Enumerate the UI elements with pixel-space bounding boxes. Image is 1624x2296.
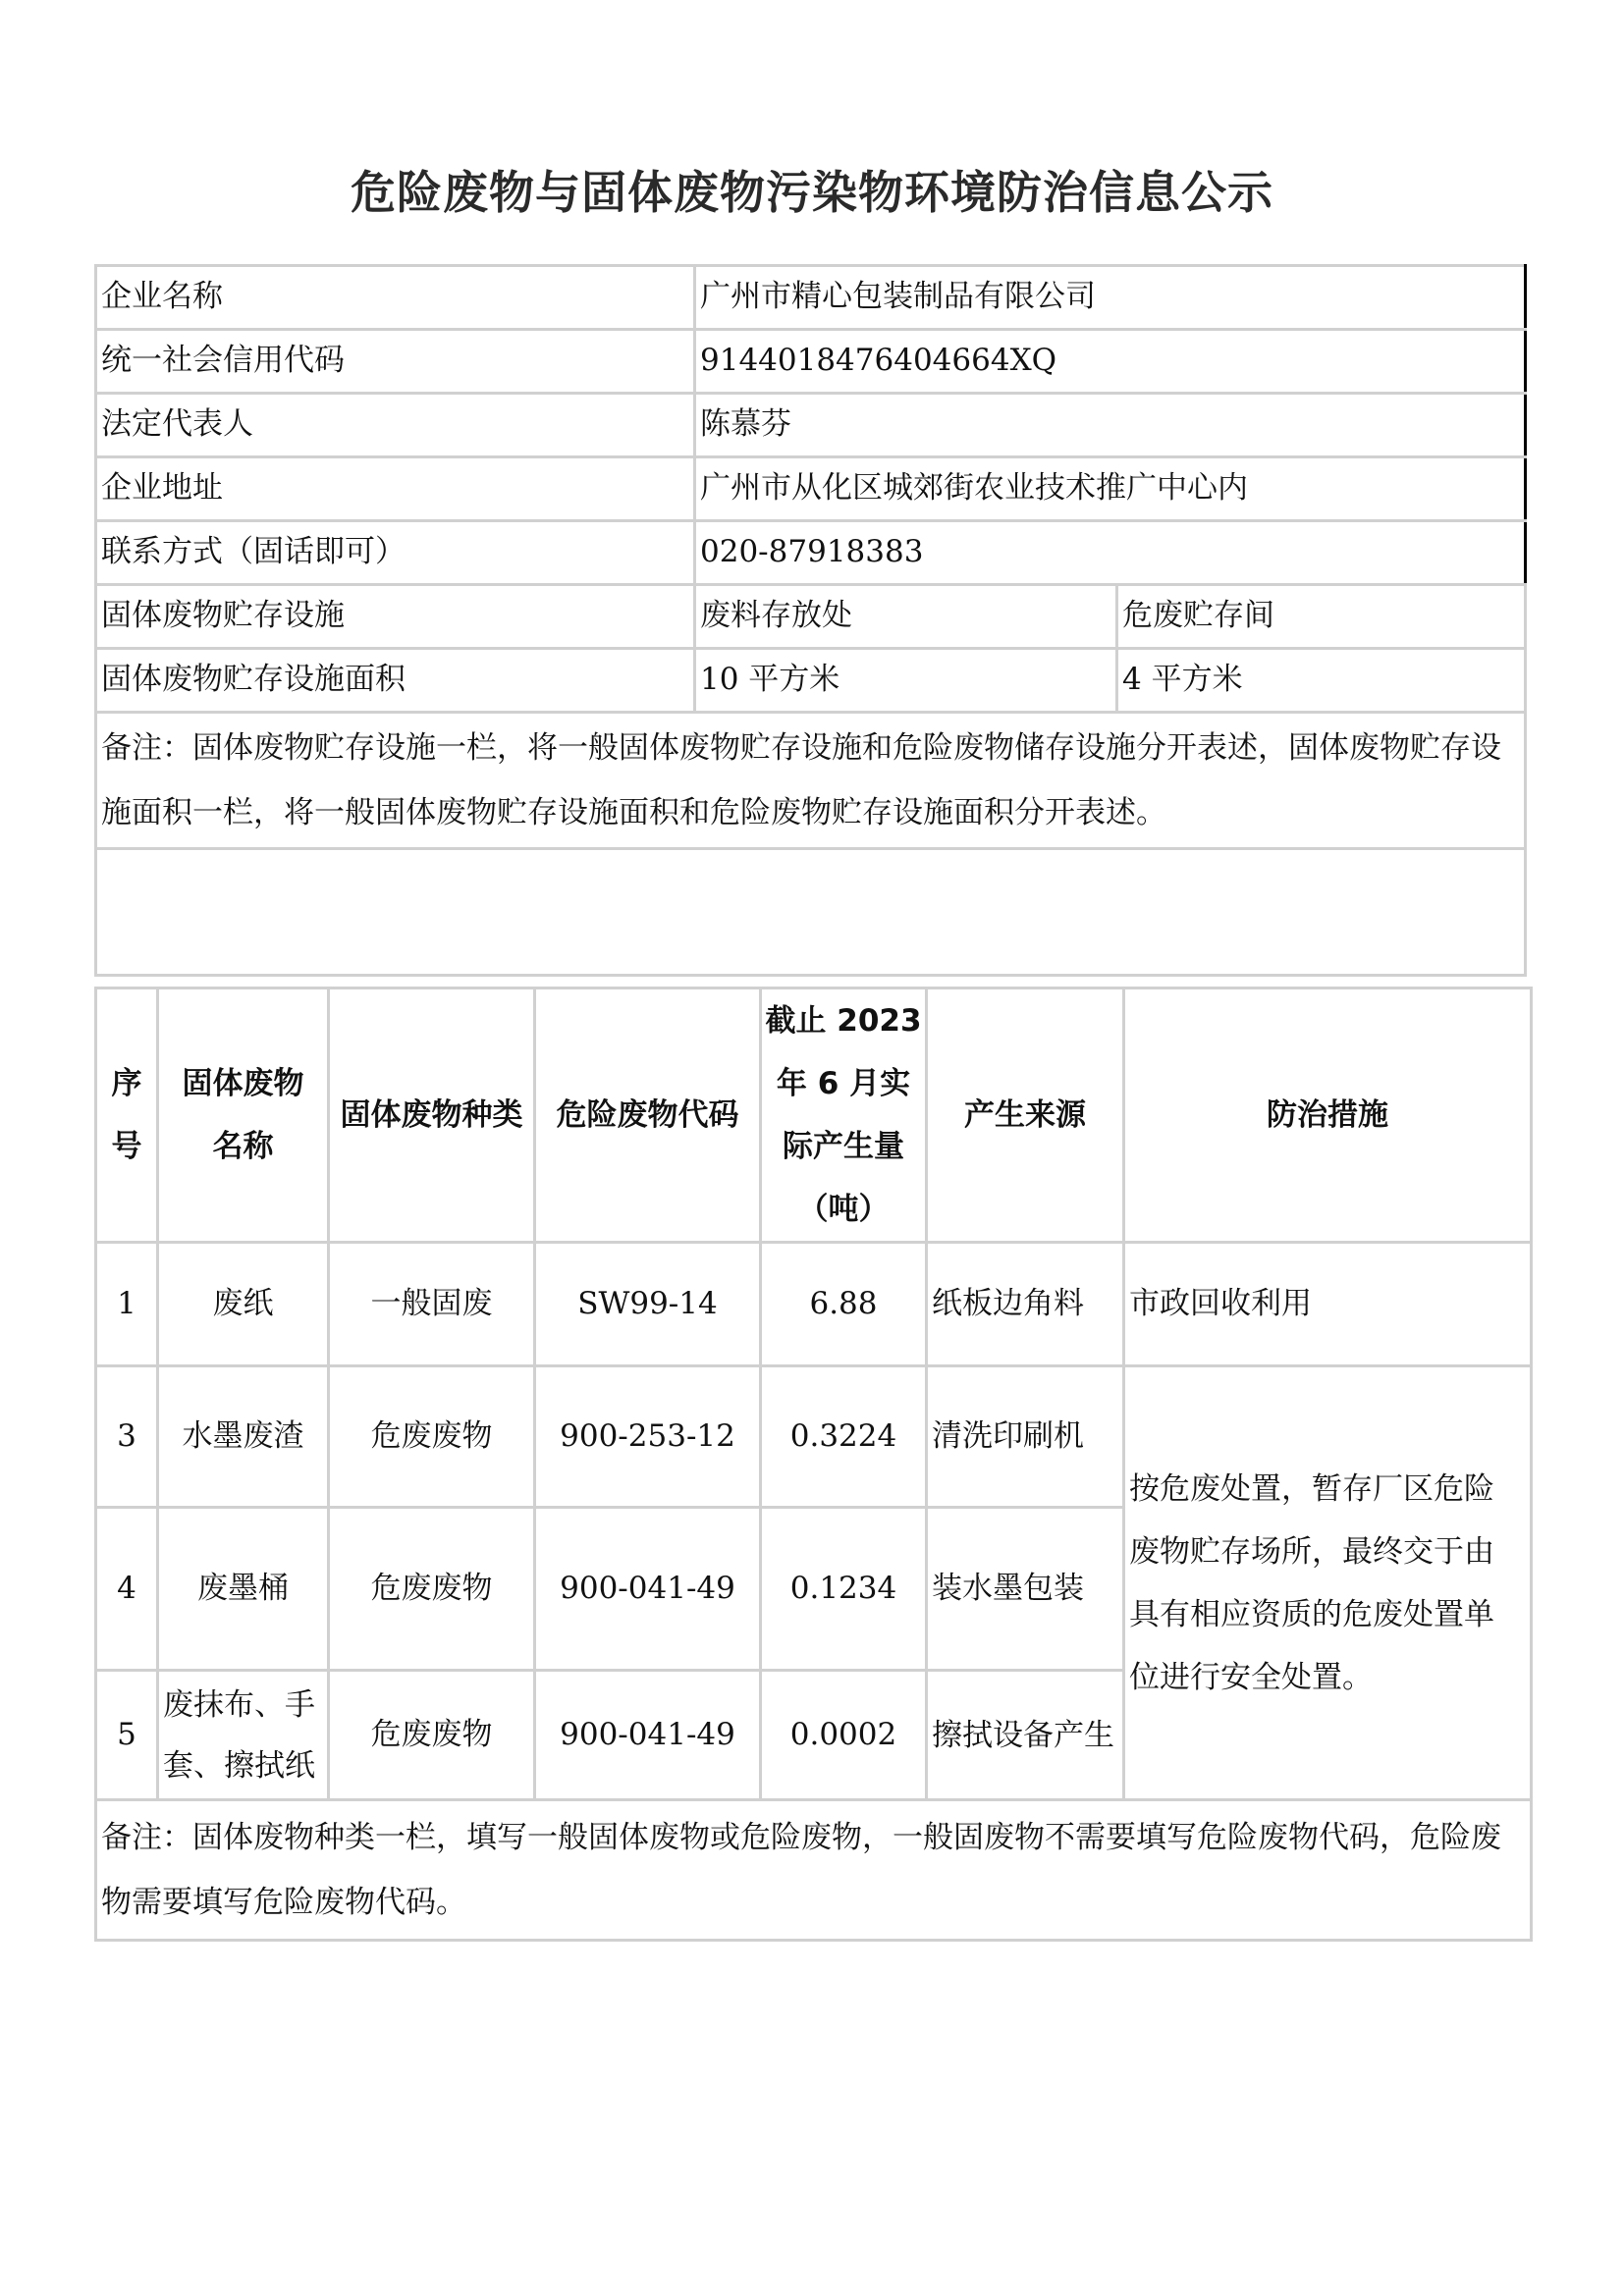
- waste-note-row: [96, 1800, 1532, 1941]
- cell-source: 清洗印刷机: [927, 1366, 1124, 1508]
- cell-type: 危废废物: [329, 1671, 535, 1800]
- label-company-name: 企业名称: [96, 266, 695, 330]
- info-row-legal-rep: [96, 394, 1526, 457]
- cell-amount: 0.1234: [761, 1508, 927, 1671]
- blank-cell: [96, 849, 1526, 976]
- company-info-table: [94, 264, 1527, 977]
- cell-amount: 6.88: [761, 1243, 927, 1366]
- header-name: 固体废物名称: [158, 988, 329, 1243]
- cell-amount: 0.3224: [761, 1366, 927, 1508]
- header-code: 危险废物代码: [535, 988, 761, 1243]
- value-company-name: 广州市精心包装制品有限公司: [695, 266, 1526, 330]
- info-row-note: [96, 713, 1526, 849]
- cell-seq: 4: [96, 1508, 158, 1671]
- waste-note: 备注：固体废物种类一栏，填写一般固体废物或危险废物，一般固废物不需要填写危险废物代码，危险废物需要填写危险废物代码。: [96, 1800, 1532, 1941]
- label-address: 企业地址: [96, 457, 695, 521]
- cell-type: 危废废物: [329, 1508, 535, 1671]
- value-facility-area-general: 10 平方米: [695, 649, 1117, 713]
- cell-source: 擦拭设备产生: [927, 1671, 1124, 1800]
- info-row-credit-code: [96, 330, 1526, 394]
- info-row-facility-area: [96, 649, 1526, 713]
- cell-name: 水墨废渣: [158, 1366, 329, 1508]
- header-seq: 序号: [96, 988, 158, 1243]
- label-contact: 联系方式（固话即可）: [96, 521, 695, 585]
- cell-name: 废墨桶: [158, 1508, 329, 1671]
- header-amount: 截止 2023 年 6 月实际产生量（吨）: [761, 988, 927, 1243]
- cell-hazardous-measure: 按危废处置，暂存厂区危险废物贮存场所，最终交于由具有相应资质的危废处置单位进行安全处置。: [1124, 1366, 1532, 1800]
- label-facility: 固体废物贮存设施: [96, 585, 695, 649]
- cell-name: 废纸: [158, 1243, 329, 1366]
- cell-measure: 市政回收利用: [1124, 1243, 1532, 1366]
- cell-type: 危废废物: [329, 1366, 535, 1508]
- header-source: 产生来源: [927, 988, 1124, 1243]
- cell-source: 纸板边角料: [927, 1243, 1124, 1366]
- cell-code: 900-253-12: [535, 1366, 761, 1508]
- value-credit-code: 9144018476404664XQ: [695, 330, 1526, 394]
- page-title: 危险废物与固体废物污染物环境防治信息公示: [351, 166, 1273, 219]
- info-row-facility: [96, 585, 1526, 649]
- cell-type: 一般固废: [329, 1243, 535, 1366]
- label-credit-code: 统一社会信用代码: [96, 330, 695, 394]
- header-measure: 防治措施: [1124, 988, 1532, 1243]
- info-row-address: [96, 457, 1526, 521]
- info-row-contact: [96, 521, 1526, 585]
- info-row-company-name: [96, 266, 1526, 330]
- value-facility-area-hazardous: 4 平方米: [1117, 649, 1526, 713]
- waste-table: [94, 987, 1533, 1942]
- info-note: 备注：固体废物贮存设施一栏，将一般固体废物贮存设施和危险废物储存设施分开表述，固体废物贮存设施面积一栏，将一般固体废物贮存设施面积和危险废物贮存设施面积分开表述。: [96, 713, 1526, 849]
- label-legal-rep: 法定代表人: [96, 394, 695, 457]
- cell-code: 900-041-49: [535, 1671, 761, 1800]
- waste-header-row: [96, 988, 1532, 1243]
- value-contact: 020-87918383: [695, 521, 1526, 585]
- cell-code: SW99-14: [535, 1243, 761, 1366]
- cell-amount: 0.0002: [761, 1671, 927, 1800]
- cell-seq: 1: [96, 1243, 158, 1366]
- value-facility-general: 废料存放处: [695, 585, 1117, 649]
- header-type: 固体废物种类: [329, 988, 535, 1243]
- value-address: 广州市从化区城郊街农业技术推广中心内: [695, 457, 1526, 521]
- cell-seq: 5: [96, 1671, 158, 1800]
- info-row-blank: [96, 849, 1526, 976]
- cell-source: 装水墨包装: [927, 1508, 1124, 1671]
- cell-code: 900-041-49: [535, 1508, 761, 1671]
- cell-name: 废抹布、手套、擦拭纸: [158, 1671, 329, 1800]
- cell-seq: 3: [96, 1366, 158, 1508]
- value-facility-hazardous: 危废贮存间: [1117, 585, 1526, 649]
- table-row: [96, 1243, 1532, 1366]
- label-facility-area: 固体废物贮存设施面积: [96, 649, 695, 713]
- table-row: [96, 1366, 1532, 1508]
- value-legal-rep: 陈慕芬: [695, 394, 1526, 457]
